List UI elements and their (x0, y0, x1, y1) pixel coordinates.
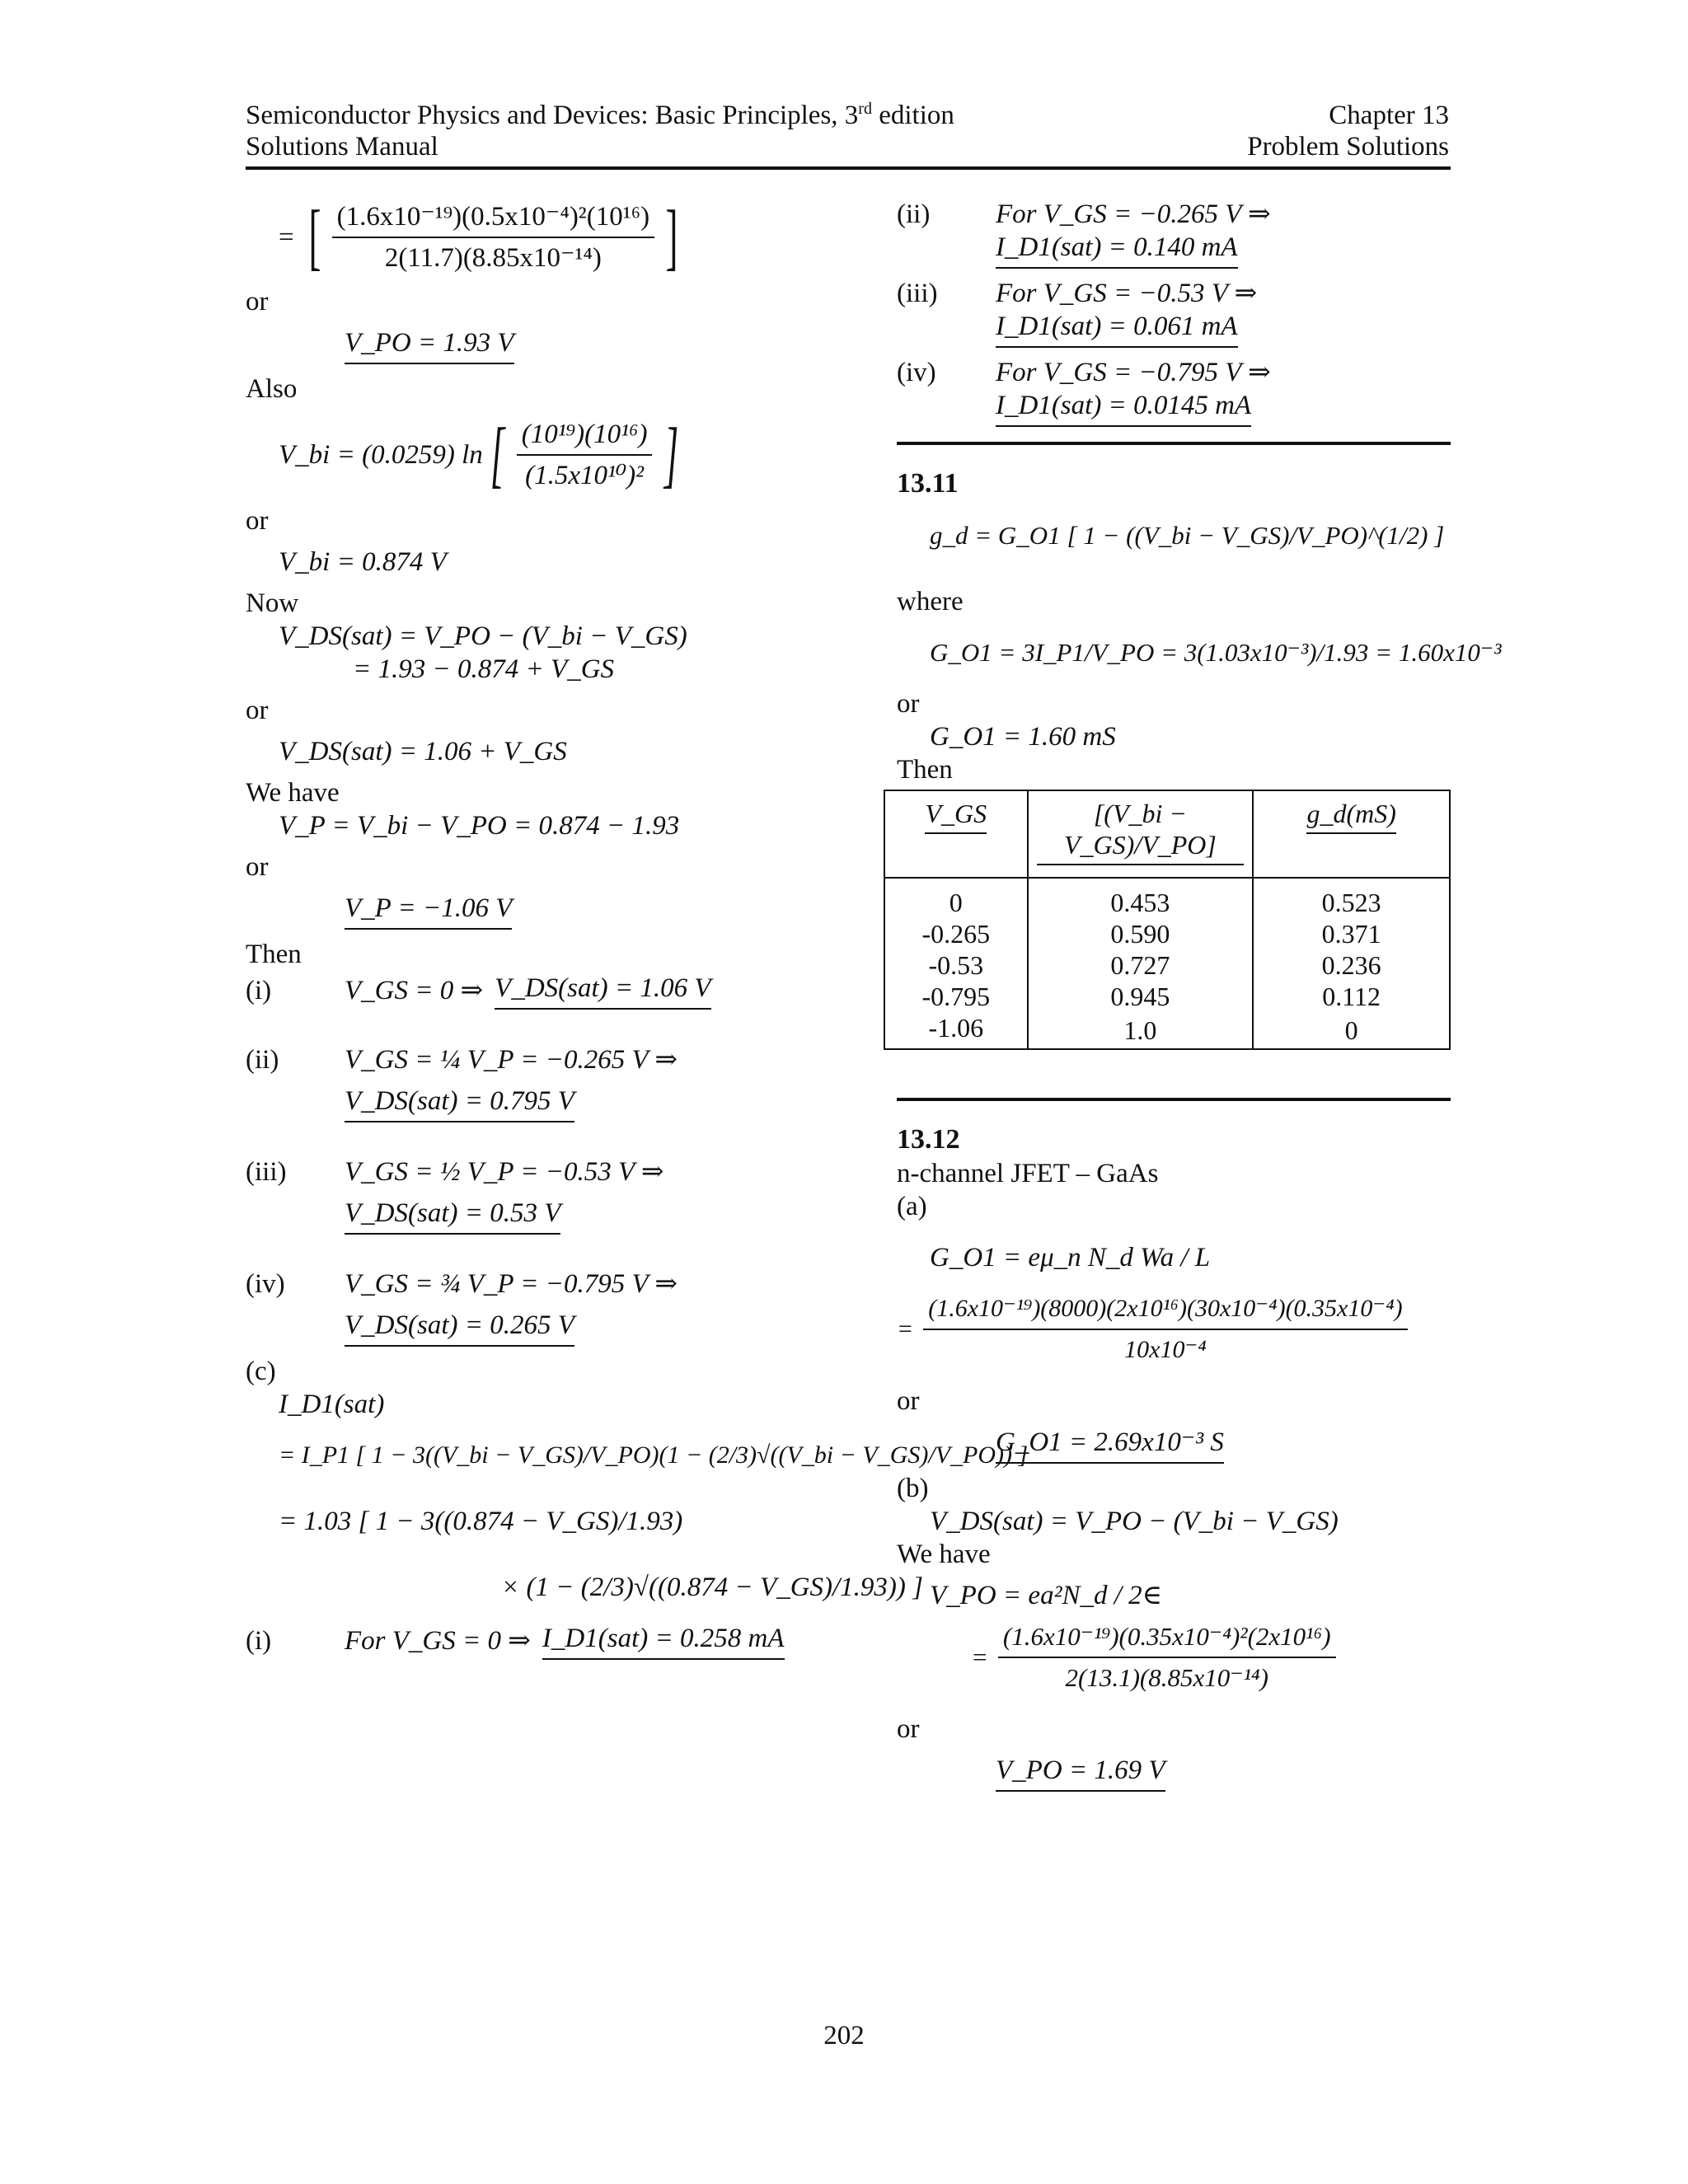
case-iii-result: V_DS(sat) = 0.53 V (246, 1197, 889, 1235)
part-b-label: (b) (897, 1474, 929, 1503)
right-case-iv: (iv) For V_GS = −0.795 V ⇒ (897, 358, 1271, 387)
gd-equation: g_d = G_O1 [ 1 − ((V_bi − V_GS)/V_PO)^(1/2) ] (930, 521, 1445, 550)
table-row: -1.06 1.0 0 (884, 1012, 1450, 1049)
vbi-result: V_bi = 0.874 V (279, 547, 447, 577)
case-iv: (iv) V_GS = ¾ V_P = −0.795 V ⇒ (246, 1269, 678, 1299)
text-we-have: We have (246, 778, 340, 808)
vbi-numerator: (10¹⁹)(10¹⁶) (517, 418, 653, 456)
case-ii-result: V_DS(sat) = 0.795 V (246, 1085, 889, 1122)
case-iii: (iii) V_GS = ½ V_P = −0.53 V ⇒ (246, 1157, 664, 1187)
vp-eq: V_P = V_bi − V_PO = 0.874 − 1.93 (279, 811, 680, 841)
jfet-label: n-channel JFET – GaAs (897, 1159, 1159, 1188)
text-also: Also (246, 374, 298, 404)
table-row: 0 0.453 0.523 (884, 878, 1450, 918)
right-column (897, 198, 1502, 1792)
case-i: (i) V_GS = 0 ⇒ V_DS(sat) = 1.06 V (246, 971, 889, 1010)
text-then: Then (246, 940, 302, 969)
text-or: or (246, 852, 269, 882)
gd-table (884, 790, 1451, 1050)
id1-eq-1: = I_P1 [ 1 − 3((V_bi − V_GS)/V_PO)(1 − (2/3)√((V_bi − V_GS)/V_PO)) ] (279, 1441, 1029, 1469)
vds-b-equation: V_DS(sat) = V_PO − (V_bi − V_GS) (930, 1507, 1339, 1536)
right-case-iii: (iii) For V_GS = −0.53 V ⇒ (897, 279, 1258, 308)
vpo-numerator: (1.6x10⁻¹⁹)(0.5x10⁻⁴)²(10¹⁶) (332, 200, 654, 238)
vds-eq-2: = 1.93 − 0.874 + V_GS (353, 654, 615, 684)
vpo-denominator: 2(11.7)(8.85x10⁻¹⁴) (384, 243, 602, 273)
id1-label: I_D1(sat) (279, 1390, 385, 1419)
vds-eq-1: V_DS(sat) = V_PO − (V_bi − V_GS) (279, 621, 687, 651)
text-we-have: We have (897, 1540, 991, 1569)
vbi-denominator: (1.5x10¹⁰)² (525, 461, 645, 490)
section-label: Problem Solutions (1247, 132, 1449, 162)
table-header-vgs: V_GS (884, 790, 1028, 878)
table-row: -0.795 0.945 0.112 (884, 981, 1450, 1012)
id1-eq-3: × (1 − (2/3)√((0.874 − V_GS)/1.93)) ] (501, 1572, 923, 1602)
right-case-ii: (ii) For V_GS = −0.265 V ⇒ (897, 199, 1271, 229)
right-case-iv-result: I_D1(sat) = 0.0145 mA (897, 389, 1451, 427)
manual-label: Solutions Manual (246, 132, 438, 162)
header-line-1 (246, 99, 1449, 132)
vp-result: V_P = −1.06 V (246, 892, 889, 930)
go1-a-result: G_O1 = 2.69x10⁻³ S (897, 1426, 1451, 1464)
table-header-gd: g_d(mS) (1253, 790, 1450, 878)
part-a-label: (a) (897, 1192, 927, 1221)
case-final-i: (i) For V_GS = 0 ⇒ I_D1(sat) = 0.258 mA (246, 1622, 889, 1660)
vpo-b-result: V_PO = 1.69 V (897, 1754, 1451, 1792)
vpo-b-equation: V_PO = ea²N_d / 2∈ (930, 1581, 1163, 1610)
edition-word: edition (871, 101, 954, 130)
text-or: or (246, 506, 269, 536)
vds-eq-3: V_DS(sat) = 1.06 + V_GS (279, 737, 567, 766)
id1-eq-2: = 1.03 [ 1 − 3((0.874 − V_GS)/1.93) (279, 1507, 683, 1536)
book-title: Semiconductor Physics and Devices: Basic Principles, 3 (246, 101, 859, 130)
text-or: or (246, 287, 269, 316)
part-c-label: (c) (246, 1357, 276, 1386)
text-where: where (897, 587, 964, 616)
page-number: 202 (823, 2021, 865, 2050)
right-case-iii-result: I_D1(sat) = 0.061 mA (897, 310, 1451, 348)
edition-suffix: rd (858, 100, 872, 118)
chapter-label: Chapter 13 (1329, 101, 1449, 130)
text-then: Then (897, 755, 953, 785)
table-header-ratio: [(V_bi − V_GS)/V_PO] (1028, 790, 1254, 878)
problem-13-12: 13.12 (897, 1124, 960, 1155)
case-ii: (ii) V_GS = ¼ V_P = −0.265 V ⇒ (246, 1045, 678, 1075)
section-rule (897, 1098, 1451, 1101)
text-or: or (897, 1386, 920, 1416)
text-now: Now (246, 588, 299, 618)
go1-a-equation: G_O1 = eμ_n N_d Wa / L (930, 1243, 1211, 1272)
text-or: or (246, 696, 269, 725)
header-rule (246, 166, 1451, 170)
problem-13-11: 13.11 (897, 468, 959, 499)
header-line-2 (246, 130, 1449, 163)
section-rule (897, 442, 1451, 445)
right-case-ii-result: I_D1(sat) = 0.140 mA (897, 231, 1451, 269)
table-row: -0.53 0.727 0.236 (884, 949, 1450, 981)
text-or: or (897, 1714, 920, 1744)
vpo-b-expression: = $\frac{\text{(1.6x10⁻¹⁹)(0.35x10⁻⁴)²(2x10¹⁶)}}{\text{2(13.1)(8.85x10⁻¹⁴)}}$ (897, 1620, 1451, 1694)
text-or: or (897, 689, 920, 719)
table-row: -0.265 0.590 0.371 (884, 918, 1450, 949)
go1-result: G_O1 = 1.60 mS (930, 722, 1116, 752)
vpo-result: V_PO = 1.93 V (246, 326, 889, 364)
go1-equation: G_O1 = 3I_P1/V_PO = 3(1.03x10⁻³)/1.93 = 1.60x10⁻³ (930, 638, 1502, 667)
case-iv-result: V_DS(sat) = 0.265 V (246, 1309, 889, 1347)
vpo-expression: = [ $\frac{\text{(1.6x10⁻¹⁹)(0.5x10⁻⁴)²(10¹⁶)}}{\text{2(11.7)(8.85x10⁻¹⁴)}}$ ] (279, 196, 678, 278)
vbi-expression: V_bi = (0.0259) ln [ $\frac{\text{(10¹⁹)(10¹⁶)}}{\text{(1.5x10¹⁰)²}}$ ] (279, 414, 679, 495)
go1-a-expression: = $\frac{\text{(1.6x10⁻¹⁹)(8000)(2x10¹⁶)(30x10⁻⁴)(0.35x10⁻⁴)}}{\text{10x10⁻⁴}}$ (897, 1292, 1451, 1366)
